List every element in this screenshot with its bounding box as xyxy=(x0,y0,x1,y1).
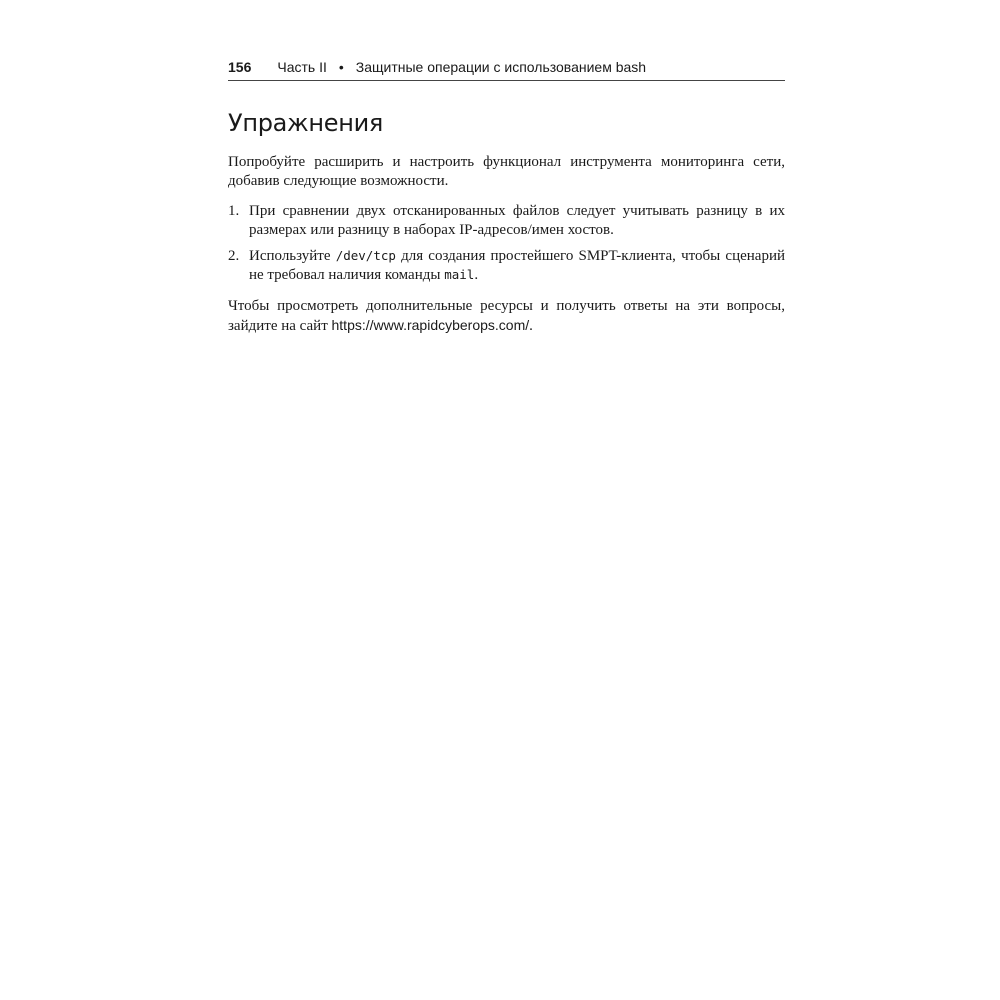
code-dev-tcp: /dev/tcp xyxy=(335,248,396,263)
chapter-title: Защитные операции с использованием bash xyxy=(355,59,647,75)
exercise-number: 1. xyxy=(228,203,240,219)
page-number: 156 xyxy=(228,59,252,75)
closing-period: . xyxy=(529,317,533,334)
code-mail: mail xyxy=(444,266,475,282)
exercise-item-1 xyxy=(228,202,785,239)
part-label: Часть II xyxy=(277,59,327,75)
exercise-text-start: Используйте xyxy=(249,248,331,264)
exercise-text xyxy=(249,247,785,284)
running-header xyxy=(228,58,785,81)
exercise-text-end: . xyxy=(474,266,479,283)
exercise-text: При сравнении двух отсканированных файлов следует учитывать разницу в их размерах или разницу в наборах IP-адресов/имен хостов. xyxy=(249,203,785,238)
section-title: Упражнения xyxy=(228,109,384,137)
website-link[interactable]: https://www.rapidcyberops.com/ xyxy=(331,316,530,333)
book-page xyxy=(228,58,785,335)
exercise-number: 2. xyxy=(228,248,240,264)
header-separator: • xyxy=(338,59,344,75)
exercise-item-2 xyxy=(228,247,785,284)
closing-text: Чтобы просмотреть дополнительные ресурсы и получить ответы на эти вопросы, зайдите на сайт xyxy=(228,298,785,334)
intro-paragraph: Попробуйте расширить и настроить функционал инструмента мониторинга сети, добавив следующие возможности. xyxy=(228,154,785,189)
exercise-text-middle: для создания простейшего SMPT-клиента, чтобы сценарий не требовал наличия команды xyxy=(249,248,785,283)
closing-paragraph xyxy=(228,297,785,335)
exercise-list xyxy=(228,202,785,284)
